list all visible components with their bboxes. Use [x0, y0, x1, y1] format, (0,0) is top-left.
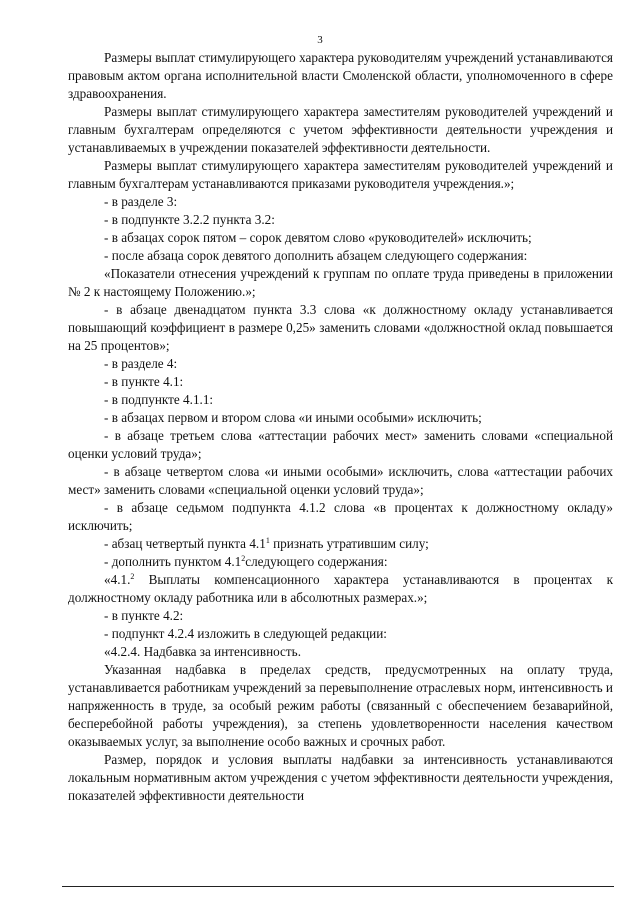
- text-run: - дополнить пунктом 4.1: [104, 554, 242, 569]
- document-body: [68, 49, 613, 805]
- text-run: Выплаты компенсационного характера устанавливаются в процентах к должностному окладу работника или в абсолютных размерах.»;: [68, 572, 613, 605]
- superscript: 2: [130, 572, 135, 581]
- paragraph: Размеры выплат стимулирующего характера руководителям учреждений устанавливаются правовым актом органа исполнительной власти Смоленской области, уполномоченного в сфере здравоохранения.: [68, 50, 613, 101]
- list-item: - в абзацах сорок пятом – сорок девятом слово «руководителей» исключить;: [104, 230, 532, 245]
- text-run: следующего содержания:: [245, 554, 388, 569]
- list-item: - в подпункте 4.1.1:: [104, 392, 214, 407]
- list-item: - в абзацах первом и втором слова «и иными особыми» исключить;: [104, 410, 482, 425]
- list-item: - в абзаце двенадцатом пункта 3.3 слова «к должностному окладу устанавливается повышающий коэффициент в размере 0,25» заменить словами «должностной оклад повышается на 25 процентов»;: [68, 302, 613, 353]
- list-item: - в абзаце седьмом подпункта 4.1.2 слова «в процентах к должностному окладу» исключить;: [68, 500, 613, 533]
- list-item: - подпункт 4.2.4 изложить в следующей редакции:: [104, 626, 387, 641]
- paragraph: Размеры выплат стимулирующего характера заместителям руководителей учреждений и главным бухгалтерам определяются с учетом эффективности деятельности учреждения и устанавливаемых в учреждении показателей эффективности деятельности.: [68, 104, 613, 155]
- paragraph: Размер, порядок и условия выплаты надбавки за интенсивность устанавливаются локальным нормативным актом учреждения с учетом эффективности деятельности учреждения, показателей эффективности деятельности: [68, 752, 613, 803]
- superscript: 1: [265, 536, 270, 545]
- list-item: - в разделе 3:: [104, 194, 178, 209]
- list-item: - в абзаце третьем слова «аттестации рабочих мест» заменить словами «специальной оценки условий труда»;: [68, 428, 613, 461]
- list-item: [68, 535, 613, 553]
- quoted-paragraph: [68, 571, 613, 607]
- page-number: 3: [317, 34, 323, 46]
- paragraph: Указанная надбавка в пределах средств, предусмотренных на оплату труда, устанавливается работникам учреждений за перевыполнение отраслевых норм, интенсивность и напряженность в труде, за особый режим работы (связанный с обеспечением безаварийной, бесперебойной работы учреждения), за степень удовлетворенности населения качеством оказываемых услуг, за выполнение особо важных и срочных работ.: [68, 662, 613, 749]
- list-item: - в подпункте 3.2.2 пункта 3.2:: [104, 212, 275, 227]
- list-item: - в абзаце четвертом слова «и иными особыми» исключить, слова «аттестации рабочих мест» заменить словами «специальной оценки условий труда»;: [68, 464, 613, 497]
- text-run: признать утратившим силу;: [269, 536, 429, 551]
- list-item: [68, 553, 613, 571]
- list-item: - в пункте 4.1:: [104, 374, 184, 389]
- list-item: - в разделе 4:: [104, 356, 178, 371]
- superscript: 2: [241, 554, 246, 563]
- text-run: «4.1.: [104, 572, 131, 587]
- quoted-heading: «4.2.4. Надбавка за интенсивность.: [104, 644, 301, 659]
- paragraph: Размеры выплат стимулирующего характера заместителям руководителей учреждений и главным бухгалтерам устанавливаются приказами руководителя учреждения.»;: [68, 158, 613, 191]
- list-item: - после абзаца сорок девятого дополнить абзацем следующего содержания:: [104, 248, 528, 263]
- list-item: - в пункте 4.2:: [104, 608, 184, 623]
- quoted-paragraph: «Показатели отнесения учреждений к группам по оплате труда приведены в приложении № 2 к настоящему Положению.»;: [68, 266, 613, 299]
- text-run: - абзац четвертый пункта 4.1: [104, 536, 266, 551]
- bottom-divider: [62, 886, 614, 887]
